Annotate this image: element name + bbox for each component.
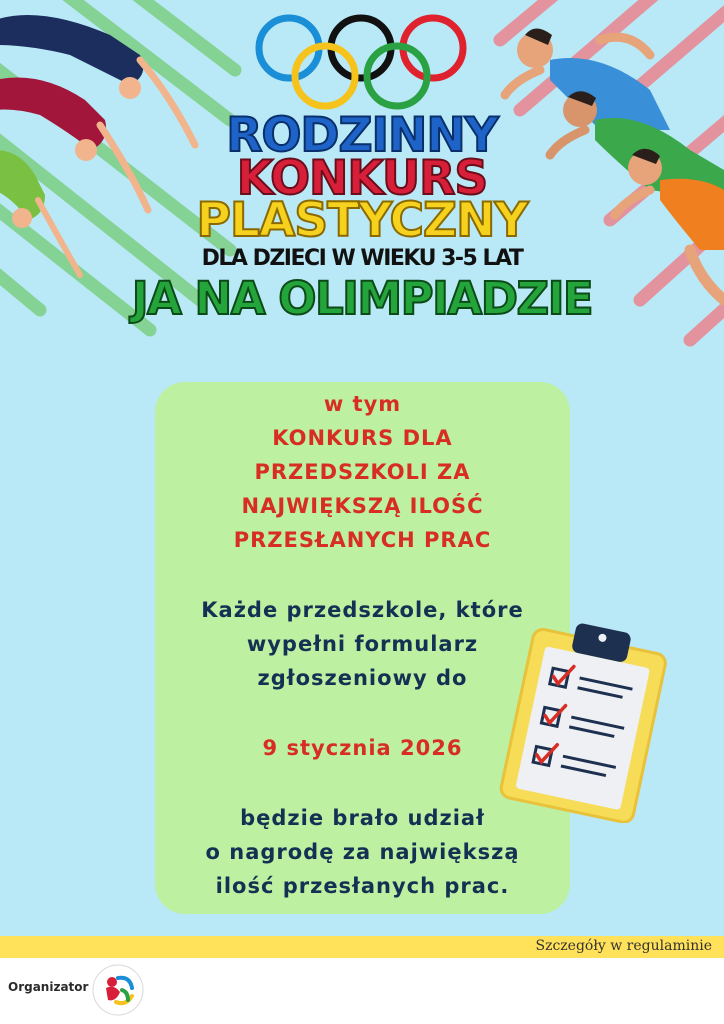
card-red-line: PRZEDSZKOLI ZA	[254, 460, 471, 484]
organizer-logo-icon	[88, 962, 148, 1018]
title-line-1: RODZINNY	[226, 108, 498, 163]
card-red-line: KONKURS DLA	[272, 426, 453, 450]
card-body-line: wypełni formularz	[246, 632, 479, 656]
theme-title: JA NA OLIMPIADZIE	[131, 272, 593, 325]
card-body-line: Każde przedszkole, które	[201, 598, 524, 622]
card-closing-line: będzie brało udział	[240, 806, 485, 830]
card-red-line: PRZESŁANYCH PRAC	[233, 528, 492, 552]
details-note: Szczegóły w regulaminie	[535, 938, 712, 954]
card-intro: w tym	[323, 392, 402, 416]
card-body-line: zgłoszeniowy do	[257, 666, 468, 690]
card-closing-line: ilość przesłanych prac.	[215, 874, 510, 898]
title-line-3: PLASTYCZNY	[196, 193, 528, 248]
card-red-line: NAJWIĘKSZĄ ILOŚĆ	[241, 494, 484, 518]
title-line-2: KONKURS	[236, 151, 488, 206]
clipboard-checklist-icon	[497, 618, 672, 823]
deadline-date: 9 stycznia 2026	[262, 736, 463, 760]
olympic-rings-icon	[253, 12, 473, 112]
organizer-label: Organizator	[8, 980, 89, 994]
card-closing-line: o nagrodę za największą	[205, 840, 520, 864]
age-subtitle: DLA DZIECI W WIEKU 3-5 LAT	[201, 246, 523, 271]
